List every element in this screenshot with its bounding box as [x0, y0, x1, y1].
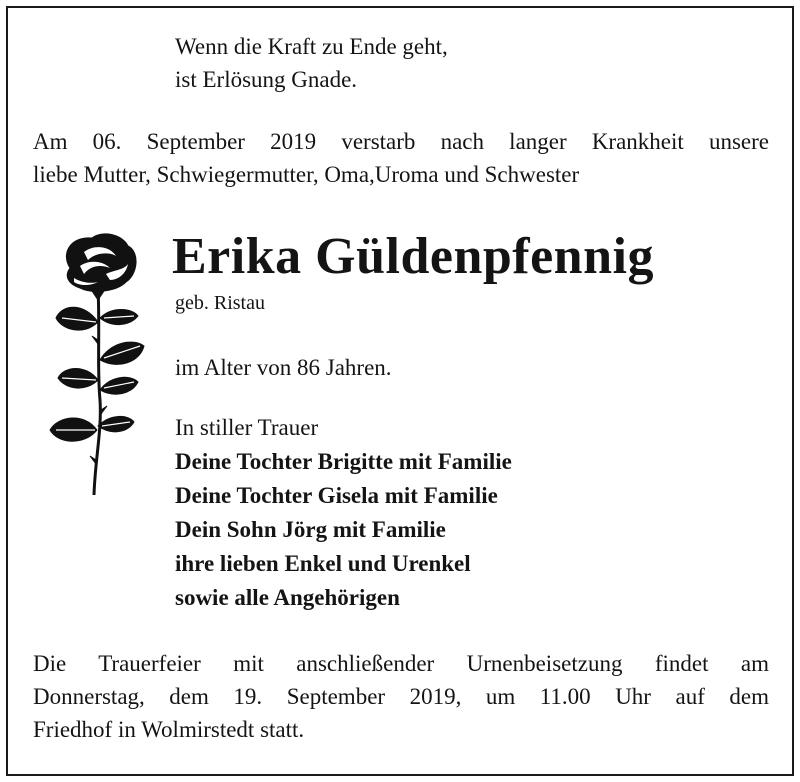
funeral-line: Donnerstag, dem 19. September 2019, um 11.00 Uhr auf dem	[33, 684, 769, 709]
mourner-entry: Deine Tochter Gisela mit Familie	[175, 483, 498, 508]
rose-icon	[40, 230, 160, 498]
funeral-line: Die Trauerfeier mit anschließender Urnenbeisetzung findet am	[33, 651, 769, 676]
birth-name: geb. Ristau	[175, 292, 265, 314]
mourner-entry: Deine Tochter Brigitte mit Familie	[175, 449, 512, 474]
funeral-info	[33, 647, 769, 746]
mourners-heading: In stiller Trauer	[175, 415, 319, 440]
motto-line: Wenn die Kraft zu Ende geht,	[175, 34, 448, 59]
deceased-name: Erika Güldenpfennig	[172, 228, 654, 285]
funeral-line: Friedhof in Wolmirstedt statt.	[33, 717, 305, 742]
motto-line: ist Erlösung Gnade.	[175, 67, 358, 92]
age-line: im Alter von 86 Jahren.	[175, 355, 392, 380]
mourners-list	[175, 411, 512, 615]
intro-line: Am 06. September 2019 verstarb nach langer Krankheit unsere	[33, 129, 769, 154]
intro-line: liebe Mutter, Schwiegermutter, Oma,Uroma und Schwester	[33, 162, 580, 187]
mourner-entry: Dein Sohn Jörg mit Familie	[175, 517, 446, 542]
motto	[175, 30, 448, 96]
mourner-entry: ihre lieben Enkel und Urenkel	[175, 551, 471, 576]
mourner-entry: sowie alle Angehörigen	[175, 585, 400, 610]
intro-text	[33, 125, 769, 191]
